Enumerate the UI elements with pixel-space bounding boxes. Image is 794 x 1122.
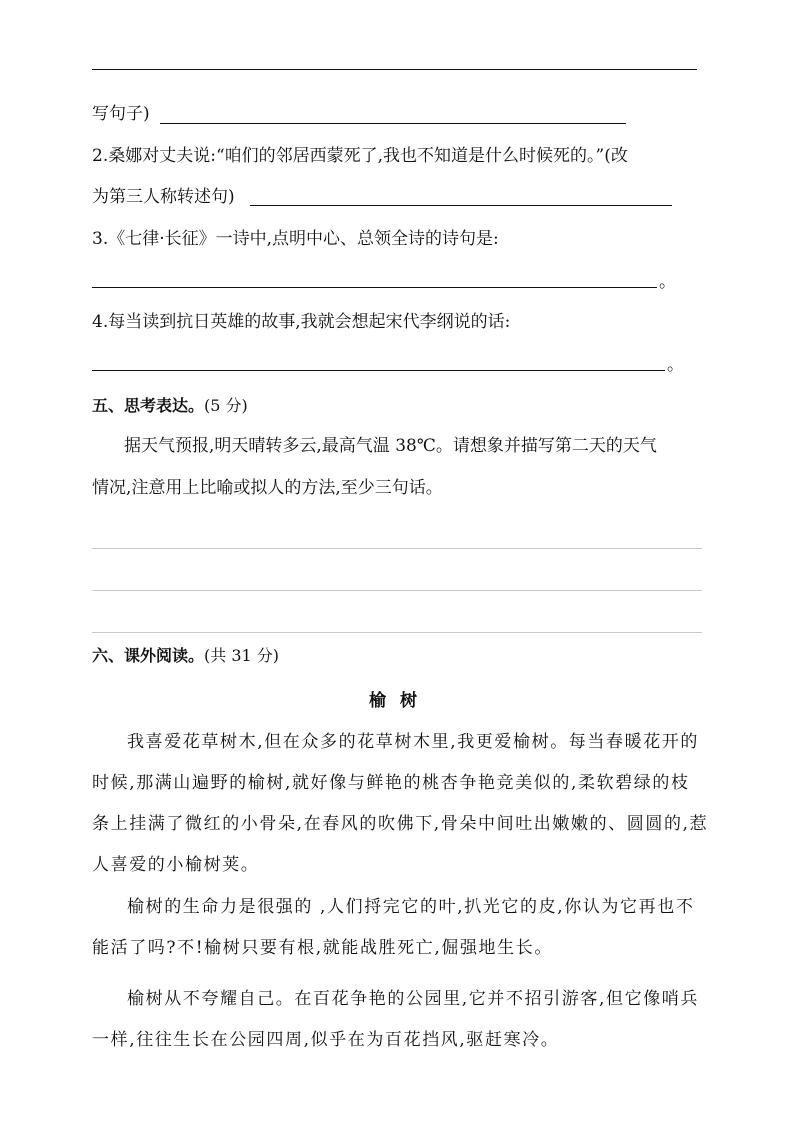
q2-line1: 2.桑娜对丈夫说:“咱们的邻居西蒙死了,我也不知道是什么时候死的。”(改: [92, 146, 628, 166]
writing-line-2: [92, 590, 702, 591]
q3-end-period: 。: [659, 272, 676, 292]
passage-line: 条上挂满了微红的小骨朵,在春风的吹佛下,骨朵中间吐出嫩嫩的、圆圆的,惹: [92, 814, 709, 834]
section5-title: 五、思考表达。: [92, 396, 205, 415]
q4-end-period: 。: [667, 355, 684, 375]
q3-line1: 3.《七律·长征》一诗中,点明中心、总领全诗的诗句是:: [92, 229, 499, 249]
section5-heading: [92, 396, 248, 416]
q4-answer-line: [92, 370, 665, 371]
passage-line: 一样,往往生长在公园四周,似乎在为百花挡风,驱赶寒冷。: [92, 1030, 560, 1050]
writing-line-3: [92, 632, 702, 633]
writing-line-1: [92, 548, 702, 549]
section6-heading: [92, 646, 279, 666]
q1-answer-line: [160, 123, 626, 124]
q4-line1: 4.每当读到抗日英雄的故事,我就会想起宋代李纲说的话:: [92, 312, 511, 332]
passage-line: 时候,那满山遍野的榆树,就好像与鲜艳的桃杏争艳竞美似的,柔软碧绿的枝: [92, 773, 690, 793]
q1-tail-text: 写句子): [92, 104, 150, 124]
passage-line: 能活了吗?不!榆树只要有根,就能战胜死亡,倔强地生长。: [92, 938, 553, 958]
passage-line: 榆树的生命力是很强的 ,人们捋完它的叶,扒光它的皮,你认为它再也不: [127, 897, 695, 917]
passage-line: 榆树从不夸耀自己。在百花争艳的公园里,它并不招引游客,但它像哨兵: [127, 989, 700, 1009]
section5-prompt-line2: 情况,注意用上比喻或拟人的方法,至少三句话。: [92, 478, 443, 498]
passage-title: 榆树: [369, 691, 431, 711]
section6-title: 六、课外阅读。: [92, 646, 205, 665]
q2-answer-line: [250, 205, 672, 206]
section6-points: (共 31 分): [204, 646, 280, 665]
section5-points: (5 分): [204, 396, 248, 415]
answer-line-top: [92, 69, 697, 70]
q3-answer-line: [92, 287, 657, 288]
passage-line: 我喜爱花草树木,但在众多的花草树木里,我更爱榆树。每当春暖花开的: [127, 732, 700, 752]
section5-prompt-line1: 据天气预报,明天晴转多云,最高气温 38℃。请想象并描写第二天的天气: [124, 436, 657, 456]
passage-line: 人喜爱的小榆树荚。: [92, 855, 260, 875]
q2-line2: 为第三人称转述句): [92, 187, 235, 207]
